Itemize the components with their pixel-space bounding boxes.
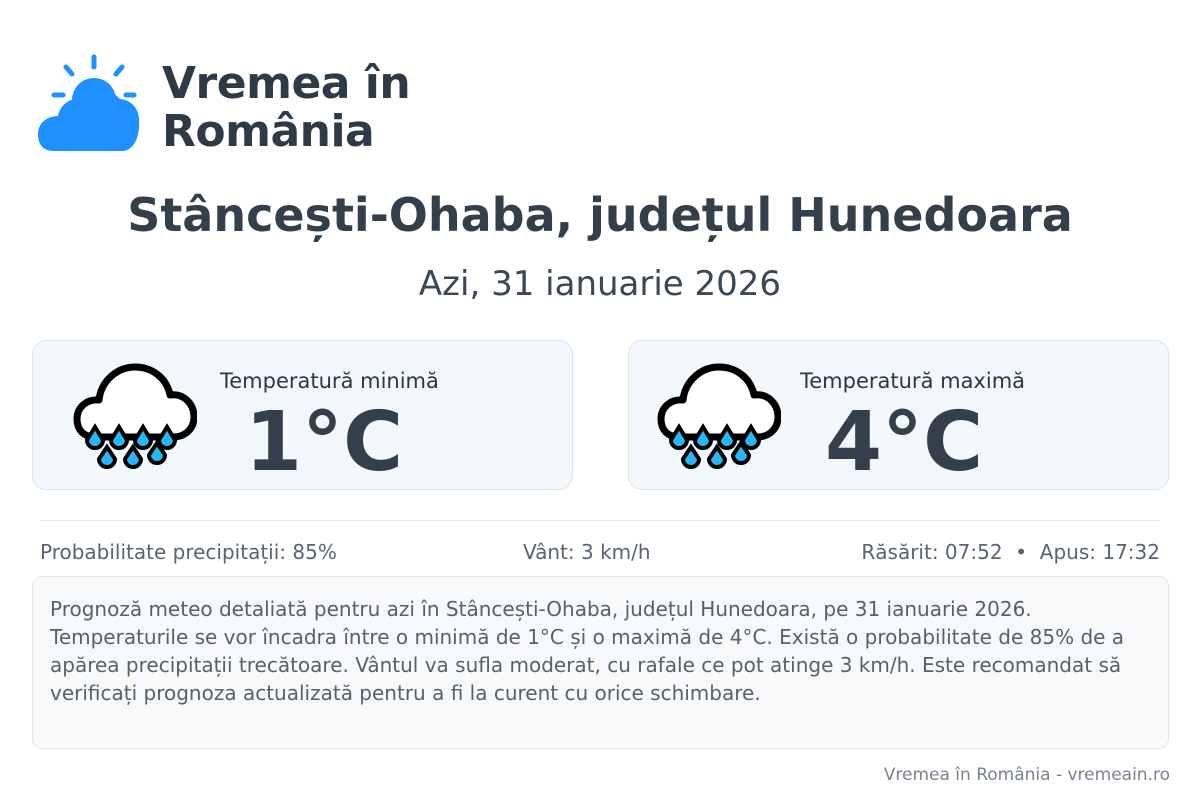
min-temperature-label: Temperatură minimă	[220, 369, 439, 393]
brand-line-2: România	[162, 106, 375, 157]
wind-speed: Vânt: 3 km/h	[523, 540, 651, 564]
page-subtitle: Azi, 31 ianuarie 2026	[418, 264, 782, 304]
page-title: Stâncești-Ohaba, județul Hunedoara	[127, 188, 1073, 242]
rain-cloud-icon	[657, 359, 781, 471]
forecast-description: Prognoză meteo detaliată pentru azi în Stâncești-Ohaba, județul Hunedoara, pe 31 ianuarie 2026. Temperaturile se vor încadra între o minimă de 1°C și o maximă de 4°C. Există o probabilitate de 85% de a apărea precipitații trecătoare. Vântul va sufla moderat, cu rafale ce pot atinge 3 km/h. Este recomandat să verificați prognoza actualizată pentru a fi la curent cu orice schimbare.	[32, 576, 1169, 749]
footer-credit[interactable]: Vremea în România - vremeain.ro	[883, 765, 1170, 785]
precipitation-probability: Probabilitate precipitații: 85%	[40, 540, 337, 564]
max-temperature-card	[628, 340, 1169, 490]
site-logo[interactable]	[36, 52, 426, 162]
max-temperature-value: 4°C	[825, 395, 984, 490]
brand-line-1: Vremea în	[162, 58, 411, 109]
min-temperature-card	[32, 340, 573, 490]
sun-cloud-icon	[36, 52, 146, 157]
min-temperature-value: 1°C	[245, 395, 404, 490]
sunrise-sunset: Răsărit: 07:52 • Apus: 17:32	[861, 540, 1160, 564]
rain-cloud-icon	[73, 359, 197, 471]
divider	[40, 520, 1160, 521]
max-temperature-label: Temperatură maximă	[800, 369, 1026, 393]
